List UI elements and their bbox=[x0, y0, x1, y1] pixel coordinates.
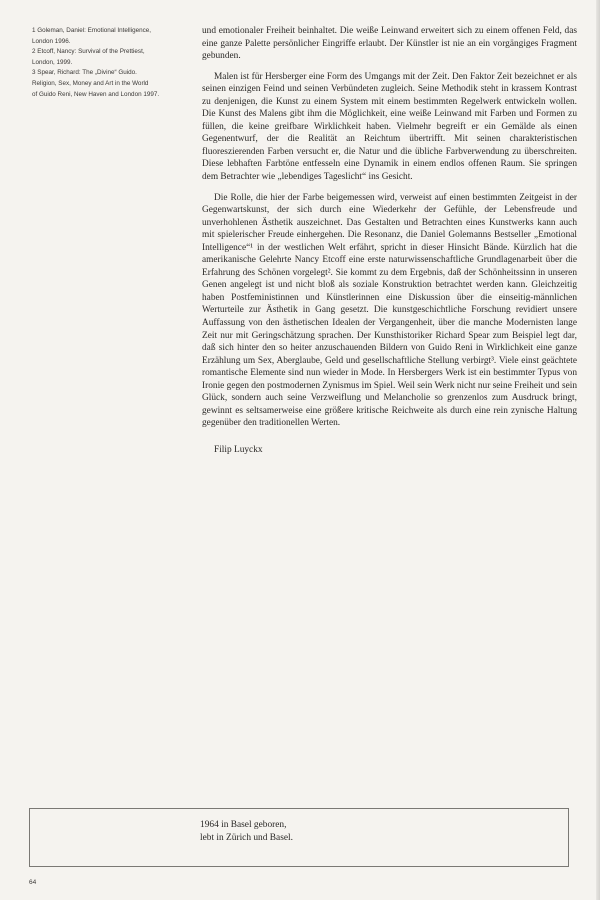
paragraph-3: Die Rolle, die hier der Farbe beigemessen wird, verweist auf einen bestimmten Zeitgeist in der Gegenwartskunst, der sich durch eine Wiederkehr der Gefühle, der Lebensfreude und unverhohlenen Ästhetik auszeichnet. Das Gestalten und Betrachten eines Kunstwerks kann auch mit spielerischer Freude einhergehen. Die Resonanz, die Daniel Golemanns Bestseller „Emotional Intelligence“¹ in der westlichen Welt erfährt, spricht in dieser Hinsicht Bände. Kürzlich hat die amerikanische Gelehrte Nancy Etcoff eine erste naturwissenschaftliche Grundlagenarbeit über die Erfahrung des Schönen vorgelegt². Sie kommt zu dem Ergebnis, daß der Schönheitssinn in unseren Genen angelegt ist und nicht bloß als soziale Konstruktion betrachtet werden kann. Gleichzeitig haben Postfeministinnen und Künstlerinnen eine Diskussion über die einseitig-männlichen Werturteile zur Ästhetik in Gang gesetzt. Die kunstgeschichtliche Forschung revidiert unsere Auffassung von den ästhetischen Idealen der Vergangenheit, über die manche Modernisten lange Zeit nur mit Geringschätzung sprachen. Der Kunsthistoriker Richard Spear zum Beispiel legt dar, daß sich hinter den so heiter anzuschauenden Bildern von Guido Reni in Wirklichkeit eine ganze Erzählung um Sex, Aberglaube, Geld und gesellschaftliche Stellung verbirgt³. Viele einst geächtete romantische Elemente sind nun wieder in Mode. In Hersbergers Werk ist ein bestimmter Typus von Ironie gegen den postmodernen Zynismus im Spiel. Weil sein Werk nicht nur seine Freiheit und sein Glück, sondern auch seine Verzweiflung und Melancholie so grenzenlos zum Ausdruck bringt, gewinnt es seltsamerweise eine größere kritische Reichweite als durch eine rein zynische Haltung gegenüber den traditionellen Werten. bbox=[202, 192, 577, 429]
paragraph-2: Malen ist für Hersberger eine Form des Umgangs mit der Zeit. Den Faktor Zeit bezeichnet er als seinen einzigen Feind und seinen Verbündeten zugleich. Seine Methodik steht in krassem Kontrast zu denjenigen, die Kunst zu einem System mit einem bestimmten Regelwerk entwickeln wollen. Die Kunst des Malens gibt ihm die Möglichkeit, eine weiße Leinwand mit Farben und Formen zu füllen, die keine greifbare Wirklichkeit haben. Vielmehr begreift er ein Gemälde als einen Gegenentwurf, der die Realität an Reichtum übertrifft. Mit seinen charakteristischen fluoreszierenden Farben versucht er, die Natur und die übliche Farbverwendung zu überschreiten. Diese lebhaften Farbtöne entfesseln eine Dynamik in einem endlos offenen Raum. Sie springen dem Betrachter wie „lebendiges Tageslicht“ ins Gesicht. bbox=[202, 71, 577, 183]
footnote-2: 2 Etcoff, Nancy: Survival of the Prettiest, London, 1999. bbox=[32, 48, 145, 66]
bio-text: 1964 in Basel geboren, lebt in Zürich und Basel. bbox=[200, 820, 293, 843]
body-text bbox=[202, 25, 577, 466]
page-number: 64 bbox=[29, 879, 37, 886]
footnote-3: 3 Spear, Richard: The „Divine“ Guido. Religion, Sex, Money and Art in the World of Guido Reni, New Haven and London 1997. bbox=[32, 69, 160, 98]
footnote-1: 1 Goleman, Daniel: Emotional Intelligence, London 1996. bbox=[32, 27, 152, 45]
page-edge bbox=[596, 0, 600, 900]
author-name: Filip Luyckx bbox=[214, 444, 263, 455]
bio-box bbox=[29, 808, 569, 867]
footnotes bbox=[32, 26, 194, 100]
paragraph-1: und emotionaler Freiheit beinhaltet. Die weiße Leinwand erweitert sich zu einem offenen Feld, das eine ganze Palette persönlicher Eingriffe erlaubt. Der Künstler ist nie an ein vorgängiges Fragment gebunden. bbox=[202, 26, 577, 62]
